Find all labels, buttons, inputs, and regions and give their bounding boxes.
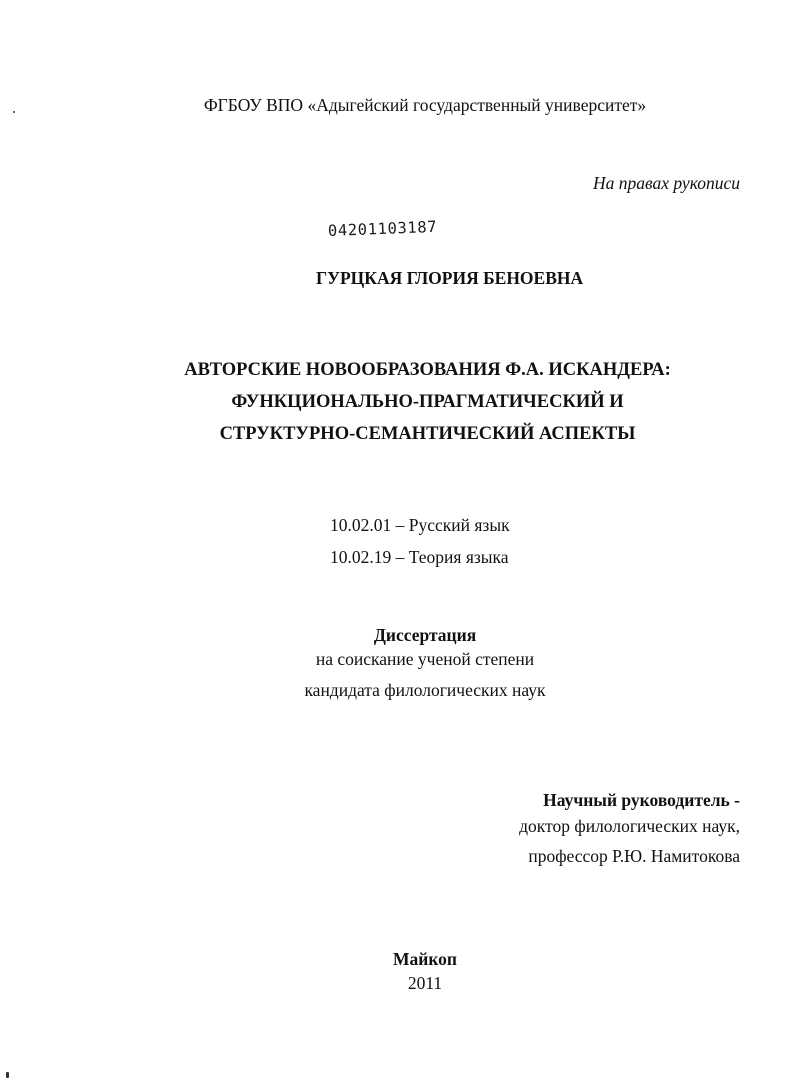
dissertation-label: Диссертация [373, 625, 477, 645]
degree-line: кандидата филологических наук [304, 680, 546, 700]
rights-note: На правах рукописи [593, 173, 740, 193]
specialty-item: 10.02.19 – Теория языка [330, 547, 509, 567]
specialty-item: 10.02.01 – Русский язык [330, 515, 510, 535]
scan-speck [13, 111, 15, 113]
city: Майкоп [392, 949, 458, 969]
supervisor-name: профессор Р.Ю. Намитокова [528, 846, 740, 866]
supervisor-label: Научный руководитель - [543, 790, 740, 810]
year: 2011 [407, 973, 443, 993]
author-name: ГУРЦКАЯ ГЛОРИЯ БЕНОЕВНА [316, 268, 584, 288]
scan-speck [6, 1072, 9, 1078]
institution-name: ФГБОУ ВПО «Адыгейский государственный университет» [203, 95, 647, 115]
title-line: ФУНКЦИОНАЛЬНО-ПРАГМАТИЧЕСКИЙ И [231, 392, 624, 412]
degree-line: на соискание ученой степени [315, 649, 535, 669]
title-line: СТРУКТУРНО-СЕМАНТИЧЕСКИЙ АСПЕКТЫ [219, 424, 636, 444]
title-line: АВТОРСКИЕ НОВООБРАЗОВАНИЯ Ф.А. ИСКАНДЕРА: [184, 360, 671, 380]
registration-number-stamp: 04201103187 [327, 217, 438, 240]
supervisor-degree: доктор филологических наук, [519, 816, 740, 836]
